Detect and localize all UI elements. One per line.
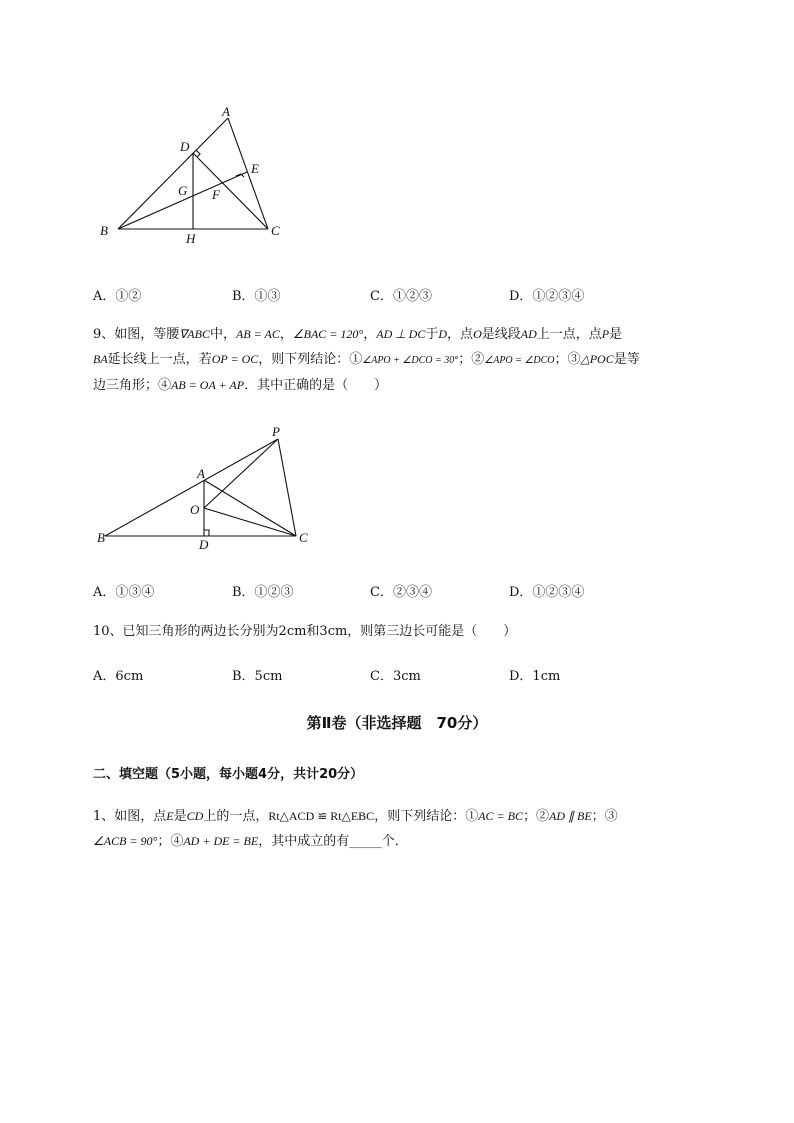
segment-OP — [204, 439, 278, 508]
segment-AC — [228, 118, 268, 229]
label-H: H — [186, 231, 196, 246]
label-B: B — [100, 223, 108, 238]
fill1-line-2: ∠ACB = 90°；④AD + DE = BE，其中成立的有_____个． — [93, 834, 408, 849]
q9-option-a[interactable]: A．①③④ — [93, 585, 155, 600]
segment-OC — [204, 508, 296, 536]
q8-option-c[interactable]: C．①②③ — [370, 289, 432, 304]
label-B: B — [97, 530, 105, 545]
label-C: C — [271, 223, 280, 238]
label-A: A — [222, 104, 230, 119]
label-P: P — [272, 424, 280, 439]
q10-option-d[interactable]: D．1cm — [509, 669, 561, 684]
segment-BE — [118, 172, 247, 229]
label-O: O — [190, 502, 200, 517]
label-F: F — [212, 187, 220, 202]
triangle-figure-2 — [93, 420, 323, 555]
q8-option-a[interactable]: A．①② — [93, 289, 142, 304]
label-D: D — [180, 139, 190, 154]
label-E: E — [251, 161, 259, 176]
segment-PC — [278, 439, 296, 536]
q10-option-b[interactable]: B．5cm — [232, 669, 283, 684]
q8-option-b[interactable]: B．①③ — [232, 289, 281, 304]
label-A: A — [197, 466, 205, 481]
q10-option-a[interactable]: A．6cm — [93, 669, 144, 684]
q9-line-3: 边三角形；④AB = OA + AP．其中正确的是（ ） — [93, 378, 388, 393]
fill-question-1 — [93, 804, 753, 854]
question-10: 10、已知三角形的两边长分别为2cm和3cm，则第三边长可能是（ ） — [93, 624, 517, 639]
label-C: C — [299, 530, 308, 545]
label-D: D — [199, 537, 209, 552]
segment-AC — [204, 480, 296, 536]
q10-option-c[interactable]: C．3cm — [370, 669, 421, 684]
q9-line-1: 9、如图，等腰∇ABC中，AB = AC，∠BAC = 120°，AD ⊥ DC于D，点O是线段AD上一点，点P是 — [93, 327, 623, 342]
triangle-figure-1 — [93, 100, 293, 250]
label-G: G — [178, 183, 188, 198]
section-subtitle: 二、填空题（5小题，每小题4分，共计20分） — [93, 767, 364, 782]
segment-BP — [105, 439, 278, 536]
question-9 — [93, 322, 753, 398]
q9-option-d[interactable]: D．①②③④ — [509, 585, 585, 600]
right-angle-mark-D — [204, 530, 209, 536]
q9-option-b[interactable]: B．①②③ — [232, 585, 294, 600]
q8-option-d[interactable]: D．①②③④ — [509, 289, 585, 304]
section-title: 第Ⅱ卷（非选择题 70分） — [306, 714, 488, 732]
q9-option-c[interactable]: C．②③④ — [370, 585, 432, 600]
fill1-line-1: 1、如图，点E是CD上的一点，Rt△ACD ≌ Rt△EBC，则下列结论：①AC = BC；②AD ∥ BE；③ — [93, 809, 618, 824]
q9-line-2: BA延长线上一点，若OP = OC，则下列结论：①∠APO + ∠DCO = 30°；②∠APO = ∠DCO；③△POC是等 — [93, 352, 640, 367]
segment-BA — [118, 118, 228, 229]
